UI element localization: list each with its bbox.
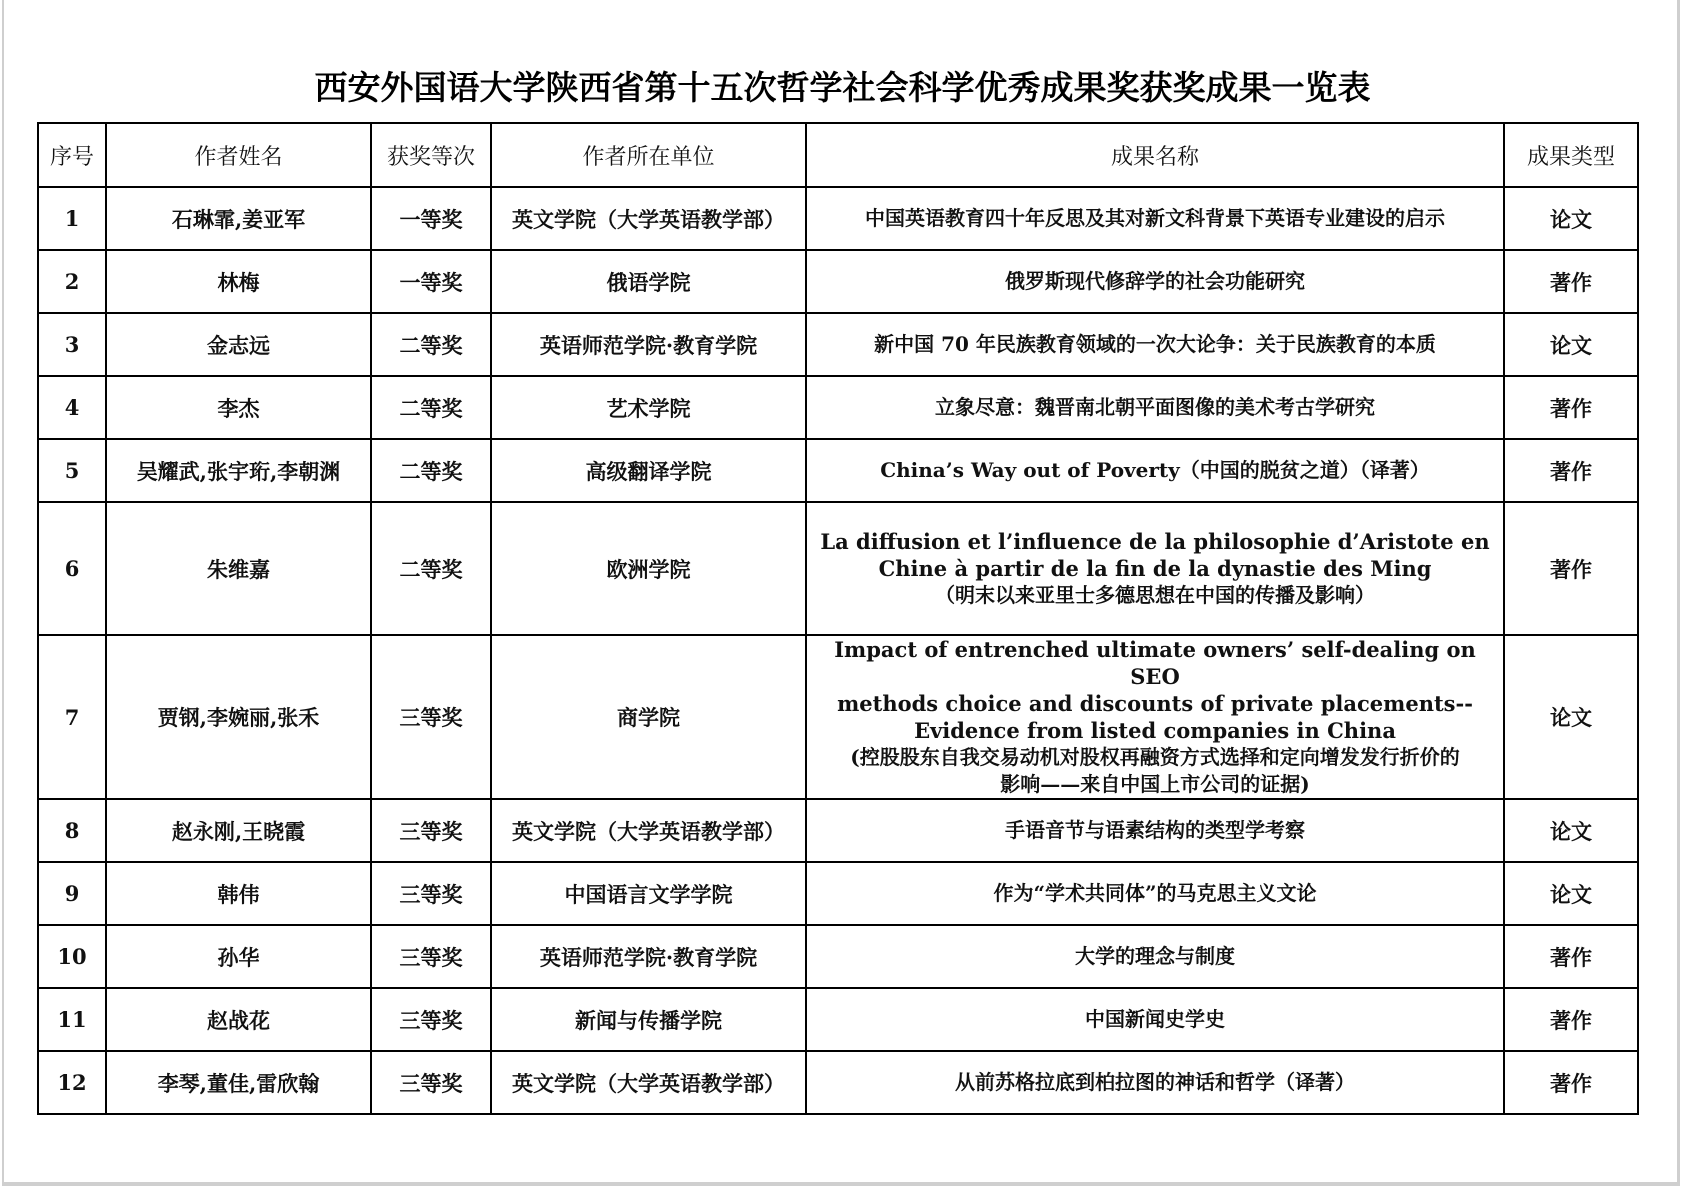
table-row — [38, 502, 1638, 635]
table-row — [38, 925, 1638, 988]
cell-type: 著作 — [1504, 502, 1638, 635]
cell-award: 三等奖 — [371, 862, 491, 925]
cell-type: 著作 — [1504, 1051, 1638, 1114]
cell-no: 11 — [38, 988, 106, 1051]
cell-unit: 英语师范学院·教育学院 — [491, 925, 806, 988]
cell-authors: 赵永刚,王晓霞 — [106, 799, 371, 862]
title-line: 中国新闻史学史 — [1085, 1007, 1225, 1031]
table-body — [38, 187, 1638, 1114]
cell-title — [806, 313, 1504, 376]
awards-table — [37, 122, 1639, 1115]
cell-type: 论文 — [1504, 635, 1638, 799]
cell-no: 1 — [38, 187, 106, 250]
cell-authors: 孙华 — [106, 925, 371, 988]
cell-title — [806, 1051, 1504, 1114]
cell-no: 5 — [38, 439, 106, 502]
title-line: 中国英语教育四十年反思及其对新文科背景下英语专业建设的启示 — [865, 206, 1445, 230]
title-line: 新中国 70 年民族教育领域的一次大论争：关于民族教育的本质 — [874, 332, 1436, 356]
cell-unit: 中国语言文学学院 — [491, 862, 806, 925]
title-line: 立象尽意：魏晋南北朝平面图像的美术考古学研究 — [935, 395, 1375, 419]
cell-unit: 新闻与传播学院 — [491, 988, 806, 1051]
header-no: 序号 — [38, 123, 106, 187]
cell-type: 著作 — [1504, 439, 1638, 502]
cell-type: 论文 — [1504, 799, 1638, 862]
cell-authors: 金志远 — [106, 313, 371, 376]
cell-award: 三等奖 — [371, 988, 491, 1051]
document-title: 西安外国语大学陕西省第十五次哲学社会科学优秀成果奖获奖成果一览表 — [314, 68, 1371, 107]
cell-unit: 英语师范学院·教育学院 — [491, 313, 806, 376]
title-line: 影响——来自中国上市公司的证据) — [1000, 772, 1310, 796]
table-row — [38, 988, 1638, 1051]
title-line: （明末以来亚里士多德思想在中国的传播及影响） — [935, 583, 1375, 607]
cell-award: 三等奖 — [371, 1051, 491, 1114]
title-line: (控股股东自我交易动机对股权再融资方式选择和定向增发发行折价的 — [850, 745, 1460, 769]
title-line: 作为“学术共同体”的马克思主义文论 — [993, 881, 1317, 905]
cell-type: 论文 — [1504, 862, 1638, 925]
cell-authors: 韩伟 — [106, 862, 371, 925]
cell-authors: 林梅 — [106, 250, 371, 313]
cell-title — [806, 862, 1504, 925]
cell-unit: 高级翻译学院 — [491, 439, 806, 502]
title-line: 俄罗斯现代修辞学的社会功能研究 — [1005, 269, 1305, 293]
cell-title — [806, 439, 1504, 502]
cell-type: 著作 — [1504, 988, 1638, 1051]
cell-authors: 李琴,董佳,雷欣翰 — [106, 1051, 371, 1114]
table-row — [38, 313, 1638, 376]
cell-authors: 吴耀武,张宇珩,李朝渊 — [106, 439, 371, 502]
cell-type: 论文 — [1504, 313, 1638, 376]
header-type: 成果类型 — [1504, 123, 1638, 187]
cell-no: 8 — [38, 799, 106, 862]
cell-no: 7 — [38, 635, 106, 799]
cell-authors: 李杰 — [106, 376, 371, 439]
cell-unit: 英文学院（大学英语教学部） — [491, 1051, 806, 1114]
title-line: Chine à partir de la fin de la dynastie des Ming — [878, 556, 1432, 581]
cell-unit: 英文学院（大学英语教学部） — [491, 187, 806, 250]
table-row — [38, 1051, 1638, 1114]
table-row — [38, 635, 1638, 799]
cell-authors: 朱维嘉 — [106, 502, 371, 635]
header-title: 成果名称 — [806, 123, 1504, 187]
cell-unit: 俄语学院 — [491, 250, 806, 313]
cell-type: 著作 — [1504, 925, 1638, 988]
table-row — [38, 376, 1638, 439]
cell-title — [806, 250, 1504, 313]
cell-award: 二等奖 — [371, 502, 491, 635]
cell-award: 二等奖 — [371, 439, 491, 502]
header-authors: 作者姓名 — [106, 123, 371, 187]
cell-award: 三等奖 — [371, 635, 491, 799]
title-line: 大学的理念与制度 — [1075, 944, 1235, 968]
cell-type: 论文 — [1504, 187, 1638, 250]
cell-title — [806, 799, 1504, 862]
cell-title — [806, 502, 1504, 635]
title-line: 手语音节与语素结构的类型学考察 — [1005, 818, 1305, 842]
cell-unit: 艺术学院 — [491, 376, 806, 439]
title-line: China’s Way out of Poverty（中国的脱贫之道）（译著） — [880, 458, 1430, 482]
header-award: 获奖等次 — [371, 123, 491, 187]
cell-unit: 英文学院（大学英语教学部） — [491, 799, 806, 862]
title-line: Evidence from listed companies in China — [914, 718, 1396, 743]
title-line: Impact of entrenched ultimate owners’ self-dealing on SEO — [834, 637, 1476, 689]
cell-title — [806, 635, 1504, 799]
cell-title — [806, 925, 1504, 988]
cell-award: 二等奖 — [371, 376, 491, 439]
cell-no: 10 — [38, 925, 106, 988]
cell-type: 著作 — [1504, 376, 1638, 439]
cell-authors: 贾钢,李婉丽,张禾 — [106, 635, 371, 799]
cell-unit: 商学院 — [491, 635, 806, 799]
cell-no: 12 — [38, 1051, 106, 1114]
cell-title — [806, 988, 1504, 1051]
cell-unit: 欧洲学院 — [491, 502, 806, 635]
header-unit: 作者所在单位 — [491, 123, 806, 187]
cell-type: 著作 — [1504, 250, 1638, 313]
cell-no: 2 — [38, 250, 106, 313]
cell-no: 4 — [38, 376, 106, 439]
cell-title — [806, 376, 1504, 439]
table-header-row — [38, 123, 1638, 187]
cell-award: 三等奖 — [371, 925, 491, 988]
cell-award: 二等奖 — [371, 313, 491, 376]
table-row — [38, 187, 1638, 250]
table-row — [38, 439, 1638, 502]
table-row — [38, 250, 1638, 313]
cell-no: 6 — [38, 502, 106, 635]
title-line: 从前苏格拉底到柏拉图的神话和哲学（译著） — [955, 1070, 1355, 1094]
table-row — [38, 799, 1638, 862]
cell-no: 9 — [38, 862, 106, 925]
cell-authors: 赵战花 — [106, 988, 371, 1051]
cell-title — [806, 187, 1504, 250]
cell-award: 一等奖 — [371, 187, 491, 250]
cell-award: 一等奖 — [371, 250, 491, 313]
cell-award: 三等奖 — [371, 799, 491, 862]
table-row — [38, 862, 1638, 925]
title-line: methods choice and discounts of private placements-- — [837, 691, 1473, 716]
cell-no: 3 — [38, 313, 106, 376]
title-line: La diffusion et l’influence de la philosophie d’Aristote en — [820, 529, 1490, 554]
cell-authors: 石琳霏,姜亚军 — [106, 187, 371, 250]
